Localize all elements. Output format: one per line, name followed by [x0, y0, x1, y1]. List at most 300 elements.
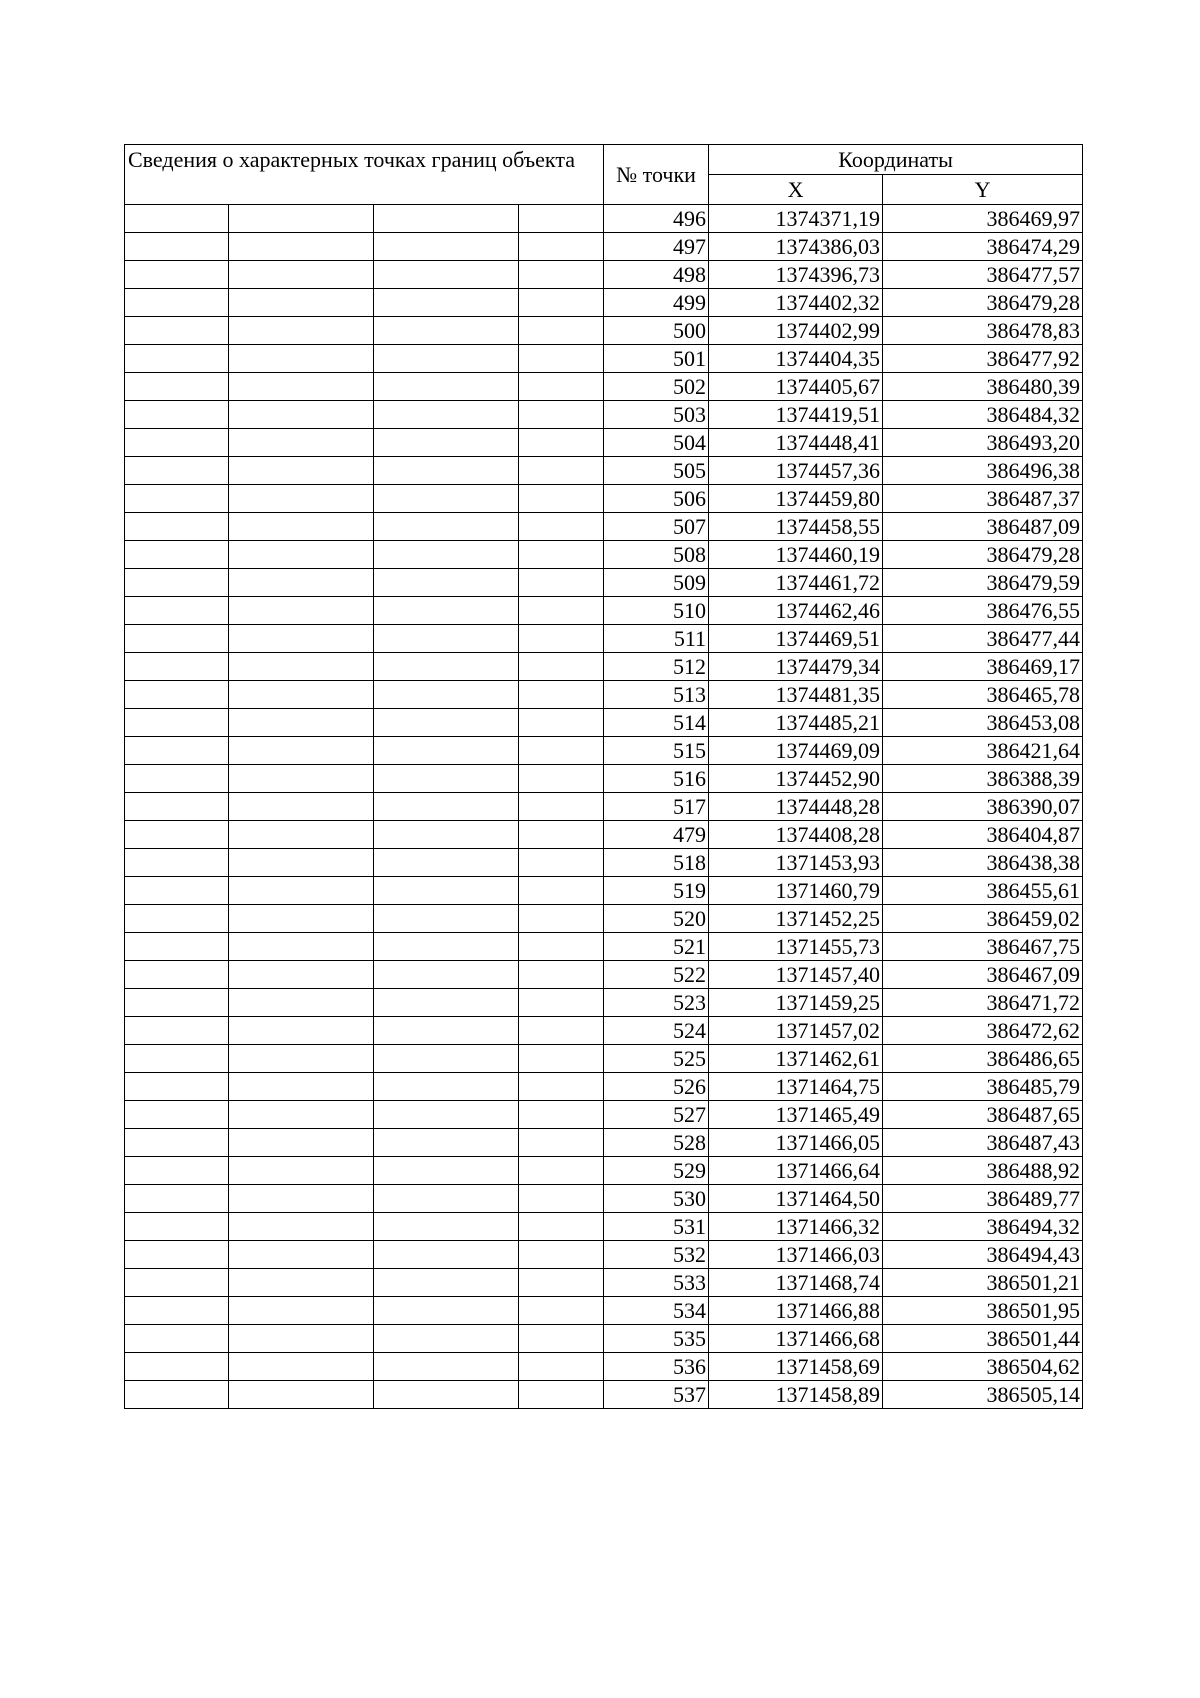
- empty-cell: [519, 625, 604, 653]
- empty-cell: [229, 1157, 374, 1185]
- empty-cell: [374, 205, 519, 233]
- table-row: [125, 989, 1083, 1017]
- empty-cell: [125, 933, 229, 961]
- point-number-cell: 527: [604, 1101, 709, 1129]
- empty-cell: [125, 289, 229, 317]
- empty-cell: [229, 1185, 374, 1213]
- empty-cell: [229, 429, 374, 457]
- empty-cell: [519, 1325, 604, 1353]
- y-coordinate-cell: 386485,79: [883, 1073, 1083, 1101]
- empty-cell: [125, 1073, 229, 1101]
- empty-cell: [374, 289, 519, 317]
- empty-cell: [519, 877, 604, 905]
- x-coordinate-cell: 1371466,64: [709, 1157, 883, 1185]
- point-number-cell: 520: [604, 905, 709, 933]
- x-coordinate-cell: 1371455,73: [709, 933, 883, 961]
- empty-cell: [374, 765, 519, 793]
- empty-cell: [125, 737, 229, 765]
- empty-cell: [374, 317, 519, 345]
- y-coordinate-cell: 386469,97: [883, 205, 1083, 233]
- point-number-cell: 496: [604, 205, 709, 233]
- x-coordinate-cell: 1374419,51: [709, 401, 883, 429]
- table-row: [125, 1325, 1083, 1353]
- point-number-cell: 535: [604, 1325, 709, 1353]
- empty-cell: [229, 877, 374, 905]
- empty-cell: [125, 709, 229, 737]
- empty-cell: [125, 849, 229, 877]
- point-number-cell: 506: [604, 485, 709, 513]
- table-row: [125, 681, 1083, 709]
- empty-cell: [374, 737, 519, 765]
- empty-cell: [125, 653, 229, 681]
- table-row: [125, 737, 1083, 765]
- table-row: [125, 1129, 1083, 1157]
- table-row: [125, 933, 1083, 961]
- empty-cell: [125, 345, 229, 373]
- empty-cell: [519, 989, 604, 1017]
- empty-cell: [519, 653, 604, 681]
- empty-cell: [125, 597, 229, 625]
- table-row: [125, 401, 1083, 429]
- empty-cell: [229, 1045, 374, 1073]
- table-row: [125, 457, 1083, 485]
- empty-cell: [229, 1129, 374, 1157]
- empty-cell: [374, 457, 519, 485]
- point-number-cell: 501: [604, 345, 709, 373]
- table-row: [125, 373, 1083, 401]
- empty-cell: [519, 429, 604, 457]
- empty-cell: [125, 1269, 229, 1297]
- x-coordinate-cell: 1374459,80: [709, 485, 883, 513]
- y-coordinate-cell: 386469,17: [883, 653, 1083, 681]
- x-coordinate-cell: 1371458,89: [709, 1381, 883, 1409]
- empty-cell: [229, 709, 374, 737]
- empty-cell: [519, 1381, 604, 1409]
- table-row: [125, 1297, 1083, 1325]
- empty-cell: [125, 821, 229, 849]
- empty-cell: [374, 709, 519, 737]
- empty-cell: [125, 1241, 229, 1269]
- empty-cell: [229, 737, 374, 765]
- point-number-cell: 499: [604, 289, 709, 317]
- point-number-cell: 530: [604, 1185, 709, 1213]
- empty-cell: [125, 905, 229, 933]
- x-coordinate-cell: 1374448,28: [709, 793, 883, 821]
- empty-cell: [374, 541, 519, 569]
- y-coordinate-cell: 386390,07: [883, 793, 1083, 821]
- empty-cell: [125, 961, 229, 989]
- empty-cell: [229, 681, 374, 709]
- point-number-cell: 526: [604, 1073, 709, 1101]
- y-coordinate-cell: 386487,43: [883, 1129, 1083, 1157]
- empty-cell: [374, 1129, 519, 1157]
- x-coordinate-cell: 1371459,25: [709, 989, 883, 1017]
- point-number-header: № точки: [604, 145, 709, 205]
- table-row: [125, 1045, 1083, 1073]
- table-row: [125, 849, 1083, 877]
- y-coordinate-cell: 386494,32: [883, 1213, 1083, 1241]
- y-coordinate-cell: 386453,08: [883, 709, 1083, 737]
- empty-cell: [374, 681, 519, 709]
- empty-cell: [125, 765, 229, 793]
- empty-cell: [374, 345, 519, 373]
- empty-cell: [374, 1185, 519, 1213]
- point-number-cell: 536: [604, 1353, 709, 1381]
- empty-cell: [374, 653, 519, 681]
- y-coordinate-cell: 386459,02: [883, 905, 1083, 933]
- table-row: [125, 485, 1083, 513]
- table-body: [125, 205, 1083, 1409]
- empty-cell: [374, 1073, 519, 1101]
- empty-cell: [519, 681, 604, 709]
- empty-cell: [229, 317, 374, 345]
- table-row: [125, 905, 1083, 933]
- empty-cell: [125, 1101, 229, 1129]
- empty-cell: [374, 1101, 519, 1129]
- y-coordinate-cell: 386476,55: [883, 597, 1083, 625]
- y-coordinate-cell: 386471,72: [883, 989, 1083, 1017]
- y-coordinate-cell: 386477,92: [883, 345, 1083, 373]
- point-number-cell: 518: [604, 849, 709, 877]
- y-coordinate-cell: 386388,39: [883, 765, 1083, 793]
- empty-cell: [519, 597, 604, 625]
- empty-cell: [125, 1325, 229, 1353]
- y-coordinate-cell: 386486,65: [883, 1045, 1083, 1073]
- empty-cell: [519, 289, 604, 317]
- empty-cell: [519, 1353, 604, 1381]
- empty-cell: [125, 989, 229, 1017]
- empty-cell: [229, 821, 374, 849]
- x-coordinate-cell: 1371466,88: [709, 1297, 883, 1325]
- x-coordinate-cell: 1371466,03: [709, 1241, 883, 1269]
- point-number-cell: 517: [604, 793, 709, 821]
- point-number-cell: 505: [604, 457, 709, 485]
- point-number-cell: 508: [604, 541, 709, 569]
- empty-cell: [229, 1017, 374, 1045]
- empty-cell: [374, 793, 519, 821]
- y-coordinate-cell: 386474,29: [883, 233, 1083, 261]
- y-coordinate-cell: 386501,95: [883, 1297, 1083, 1325]
- header-row-1: [125, 145, 1083, 175]
- point-number-cell: 534: [604, 1297, 709, 1325]
- empty-cell: [125, 569, 229, 597]
- empty-cell: [125, 625, 229, 653]
- empty-cell: [125, 205, 229, 233]
- point-number-cell: 500: [604, 317, 709, 345]
- point-number-cell: 532: [604, 1241, 709, 1269]
- table-row: [125, 429, 1083, 457]
- y-coordinate-cell: 386480,39: [883, 373, 1083, 401]
- point-number-cell: 516: [604, 765, 709, 793]
- point-number-cell: 528: [604, 1129, 709, 1157]
- x-coordinate-cell: 1371466,68: [709, 1325, 883, 1353]
- empty-cell: [125, 1353, 229, 1381]
- empty-cell: [374, 233, 519, 261]
- empty-cell: [229, 1325, 374, 1353]
- empty-cell: [374, 1213, 519, 1241]
- empty-cell: [229, 261, 374, 289]
- empty-cell: [519, 317, 604, 345]
- empty-cell: [229, 457, 374, 485]
- empty-cell: [125, 793, 229, 821]
- table-row: [125, 205, 1083, 233]
- x-coordinate-cell: 1374460,19: [709, 541, 883, 569]
- empty-cell: [125, 1129, 229, 1157]
- empty-cell: [374, 429, 519, 457]
- empty-cell: [229, 989, 374, 1017]
- point-number-cell: 510: [604, 597, 709, 625]
- empty-cell: [374, 1269, 519, 1297]
- y-coordinate-cell: 386487,37: [883, 485, 1083, 513]
- coordinates-header: Координаты: [709, 145, 1083, 175]
- table-row: [125, 1241, 1083, 1269]
- y-coordinate-cell: 386493,20: [883, 429, 1083, 457]
- table-row: [125, 261, 1083, 289]
- table-row: [125, 877, 1083, 905]
- point-number-cell: 537: [604, 1381, 709, 1409]
- empty-cell: [519, 821, 604, 849]
- empty-cell: [229, 1297, 374, 1325]
- table-row: [125, 821, 1083, 849]
- point-number-cell: 497: [604, 233, 709, 261]
- point-number-cell: 503: [604, 401, 709, 429]
- point-number-cell: 529: [604, 1157, 709, 1185]
- empty-cell: [374, 877, 519, 905]
- x-coordinate-cell: 1374457,36: [709, 457, 883, 485]
- empty-cell: [519, 905, 604, 933]
- empty-cell: [229, 961, 374, 989]
- point-number-cell: 514: [604, 709, 709, 737]
- table-row: [125, 1101, 1083, 1129]
- empty-cell: [374, 261, 519, 289]
- point-number-cell: 504: [604, 429, 709, 457]
- empty-cell: [374, 1017, 519, 1045]
- table-row: [125, 597, 1083, 625]
- empty-cell: [229, 1213, 374, 1241]
- empty-cell: [229, 289, 374, 317]
- empty-cell: [519, 1241, 604, 1269]
- x-coordinate-cell: 1374479,34: [709, 653, 883, 681]
- table-row: [125, 1157, 1083, 1185]
- empty-cell: [519, 1129, 604, 1157]
- x-coordinate-cell: 1374458,55: [709, 513, 883, 541]
- table-row: [125, 317, 1083, 345]
- y-coordinate-cell: 386501,21: [883, 1269, 1083, 1297]
- empty-cell: [229, 625, 374, 653]
- y-coordinate-cell: 386465,78: [883, 681, 1083, 709]
- y-coordinate-cell: 386479,28: [883, 541, 1083, 569]
- x-coordinate-cell: 1371457,02: [709, 1017, 883, 1045]
- empty-cell: [229, 513, 374, 541]
- y-coordinate-cell: 386472,62: [883, 1017, 1083, 1045]
- empty-cell: [125, 1297, 229, 1325]
- x-coordinate-cell: 1371452,25: [709, 905, 883, 933]
- point-number-cell: 522: [604, 961, 709, 989]
- y-coordinate-cell: 386505,14: [883, 1381, 1083, 1409]
- empty-cell: [519, 1185, 604, 1213]
- x-coordinate-cell: 1371465,49: [709, 1101, 883, 1129]
- empty-cell: [374, 1353, 519, 1381]
- x-coordinate-cell: 1374386,03: [709, 233, 883, 261]
- empty-cell: [229, 401, 374, 429]
- empty-cell: [374, 989, 519, 1017]
- empty-cell: [125, 1045, 229, 1073]
- x-coordinate-cell: 1371466,05: [709, 1129, 883, 1157]
- x-coordinate-cell: 1374469,09: [709, 737, 883, 765]
- empty-cell: [125, 541, 229, 569]
- empty-cell: [229, 205, 374, 233]
- y-coordinate-cell: 386421,64: [883, 737, 1083, 765]
- y-coordinate-cell: 386487,65: [883, 1101, 1083, 1129]
- x-coordinate-cell: 1371460,79: [709, 877, 883, 905]
- empty-cell: [229, 233, 374, 261]
- empty-cell: [229, 793, 374, 821]
- point-number-cell: 507: [604, 513, 709, 541]
- point-number-cell: 524: [604, 1017, 709, 1045]
- empty-cell: [229, 1381, 374, 1409]
- point-number-cell: 525: [604, 1045, 709, 1073]
- empty-cell: [229, 1353, 374, 1381]
- x-coordinate-cell: 1371468,74: [709, 1269, 883, 1297]
- x-coordinate-cell: 1371457,40: [709, 961, 883, 989]
- y-coordinate-cell: 386494,43: [883, 1241, 1083, 1269]
- y-coordinate-cell: 386455,61: [883, 877, 1083, 905]
- empty-cell: [519, 849, 604, 877]
- point-number-cell: 498: [604, 261, 709, 289]
- point-number-cell: 502: [604, 373, 709, 401]
- x-coordinate-cell: 1374404,35: [709, 345, 883, 373]
- empty-cell: [519, 793, 604, 821]
- x-coordinate-cell: 1374448,41: [709, 429, 883, 457]
- empty-cell: [125, 1213, 229, 1241]
- y-coordinate-cell: 386467,09: [883, 961, 1083, 989]
- table-row: [125, 653, 1083, 681]
- x-coordinate-cell: 1371464,50: [709, 1185, 883, 1213]
- x-coordinate-cell: 1371458,69: [709, 1353, 883, 1381]
- empty-cell: [519, 261, 604, 289]
- table-row: [125, 541, 1083, 569]
- empty-cell: [374, 485, 519, 513]
- empty-cell: [519, 485, 604, 513]
- y-coordinate-cell: 386489,77: [883, 1185, 1083, 1213]
- y-coordinate-cell: 386484,32: [883, 401, 1083, 429]
- empty-cell: [229, 597, 374, 625]
- empty-cell: [125, 317, 229, 345]
- empty-cell: [519, 1101, 604, 1129]
- empty-cell: [519, 401, 604, 429]
- table-row: [125, 289, 1083, 317]
- empty-cell: [125, 513, 229, 541]
- empty-cell: [125, 1381, 229, 1409]
- y-column-header: Y: [883, 175, 1083, 205]
- point-number-cell: 519: [604, 877, 709, 905]
- table-row: [125, 1185, 1083, 1213]
- y-coordinate-cell: 386504,62: [883, 1353, 1083, 1381]
- empty-cell: [229, 345, 374, 373]
- empty-cell: [125, 1157, 229, 1185]
- empty-cell: [374, 933, 519, 961]
- empty-cell: [519, 1297, 604, 1325]
- table-row: [125, 345, 1083, 373]
- empty-cell: [229, 905, 374, 933]
- y-coordinate-cell: 386487,09: [883, 513, 1083, 541]
- empty-cell: [125, 485, 229, 513]
- y-coordinate-cell: 386477,44: [883, 625, 1083, 653]
- empty-cell: [374, 905, 519, 933]
- empty-cell: [374, 821, 519, 849]
- x-coordinate-cell: 1374462,46: [709, 597, 883, 625]
- empty-cell: [229, 569, 374, 597]
- empty-cell: [374, 625, 519, 653]
- empty-cell: [229, 541, 374, 569]
- empty-cell: [519, 1045, 604, 1073]
- table-row: [125, 513, 1083, 541]
- empty-cell: [519, 373, 604, 401]
- coordinates-table: [124, 144, 1083, 1409]
- x-coordinate-cell: 1374461,72: [709, 569, 883, 597]
- empty-cell: [374, 373, 519, 401]
- point-number-cell: 512: [604, 653, 709, 681]
- x-coordinate-cell: 1374371,19: [709, 205, 883, 233]
- y-coordinate-cell: 386438,38: [883, 849, 1083, 877]
- empty-cell: [229, 1073, 374, 1101]
- empty-cell: [374, 1157, 519, 1185]
- x-coordinate-cell: 1371466,32: [709, 1213, 883, 1241]
- point-number-cell: 479: [604, 821, 709, 849]
- table-row: [125, 709, 1083, 737]
- empty-cell: [519, 765, 604, 793]
- empty-cell: [374, 569, 519, 597]
- empty-cell: [125, 457, 229, 485]
- empty-cell: [519, 569, 604, 597]
- point-number-cell: 533: [604, 1269, 709, 1297]
- x-coordinate-cell: 1374452,90: [709, 765, 883, 793]
- point-number-cell: 511: [604, 625, 709, 653]
- y-coordinate-cell: 386479,59: [883, 569, 1083, 597]
- empty-cell: [519, 1157, 604, 1185]
- x-coordinate-cell: 1371462,61: [709, 1045, 883, 1073]
- empty-cell: [519, 457, 604, 485]
- table-row: [125, 1017, 1083, 1045]
- empty-cell: [125, 681, 229, 709]
- x-coordinate-cell: 1374469,51: [709, 625, 883, 653]
- x-coordinate-cell: 1371453,93: [709, 849, 883, 877]
- empty-cell: [229, 765, 374, 793]
- empty-cell: [125, 1017, 229, 1045]
- table-row: [125, 765, 1083, 793]
- empty-cell: [519, 205, 604, 233]
- y-coordinate-cell: 386479,28: [883, 289, 1083, 317]
- empty-cell: [519, 233, 604, 261]
- empty-cell: [374, 1325, 519, 1353]
- empty-cell: [125, 1185, 229, 1213]
- empty-cell: [374, 1381, 519, 1409]
- point-number-cell: 521: [604, 933, 709, 961]
- table-row: [125, 1073, 1083, 1101]
- empty-cell: [374, 513, 519, 541]
- y-coordinate-cell: 386404,87: [883, 821, 1083, 849]
- empty-cell: [125, 429, 229, 457]
- empty-cell: [229, 1101, 374, 1129]
- empty-cell: [229, 373, 374, 401]
- empty-cell: [229, 1269, 374, 1297]
- y-coordinate-cell: 386478,83: [883, 317, 1083, 345]
- empty-cell: [519, 1269, 604, 1297]
- empty-cell: [519, 1213, 604, 1241]
- empty-cell: [125, 877, 229, 905]
- table-row: [125, 625, 1083, 653]
- table-row: [125, 233, 1083, 261]
